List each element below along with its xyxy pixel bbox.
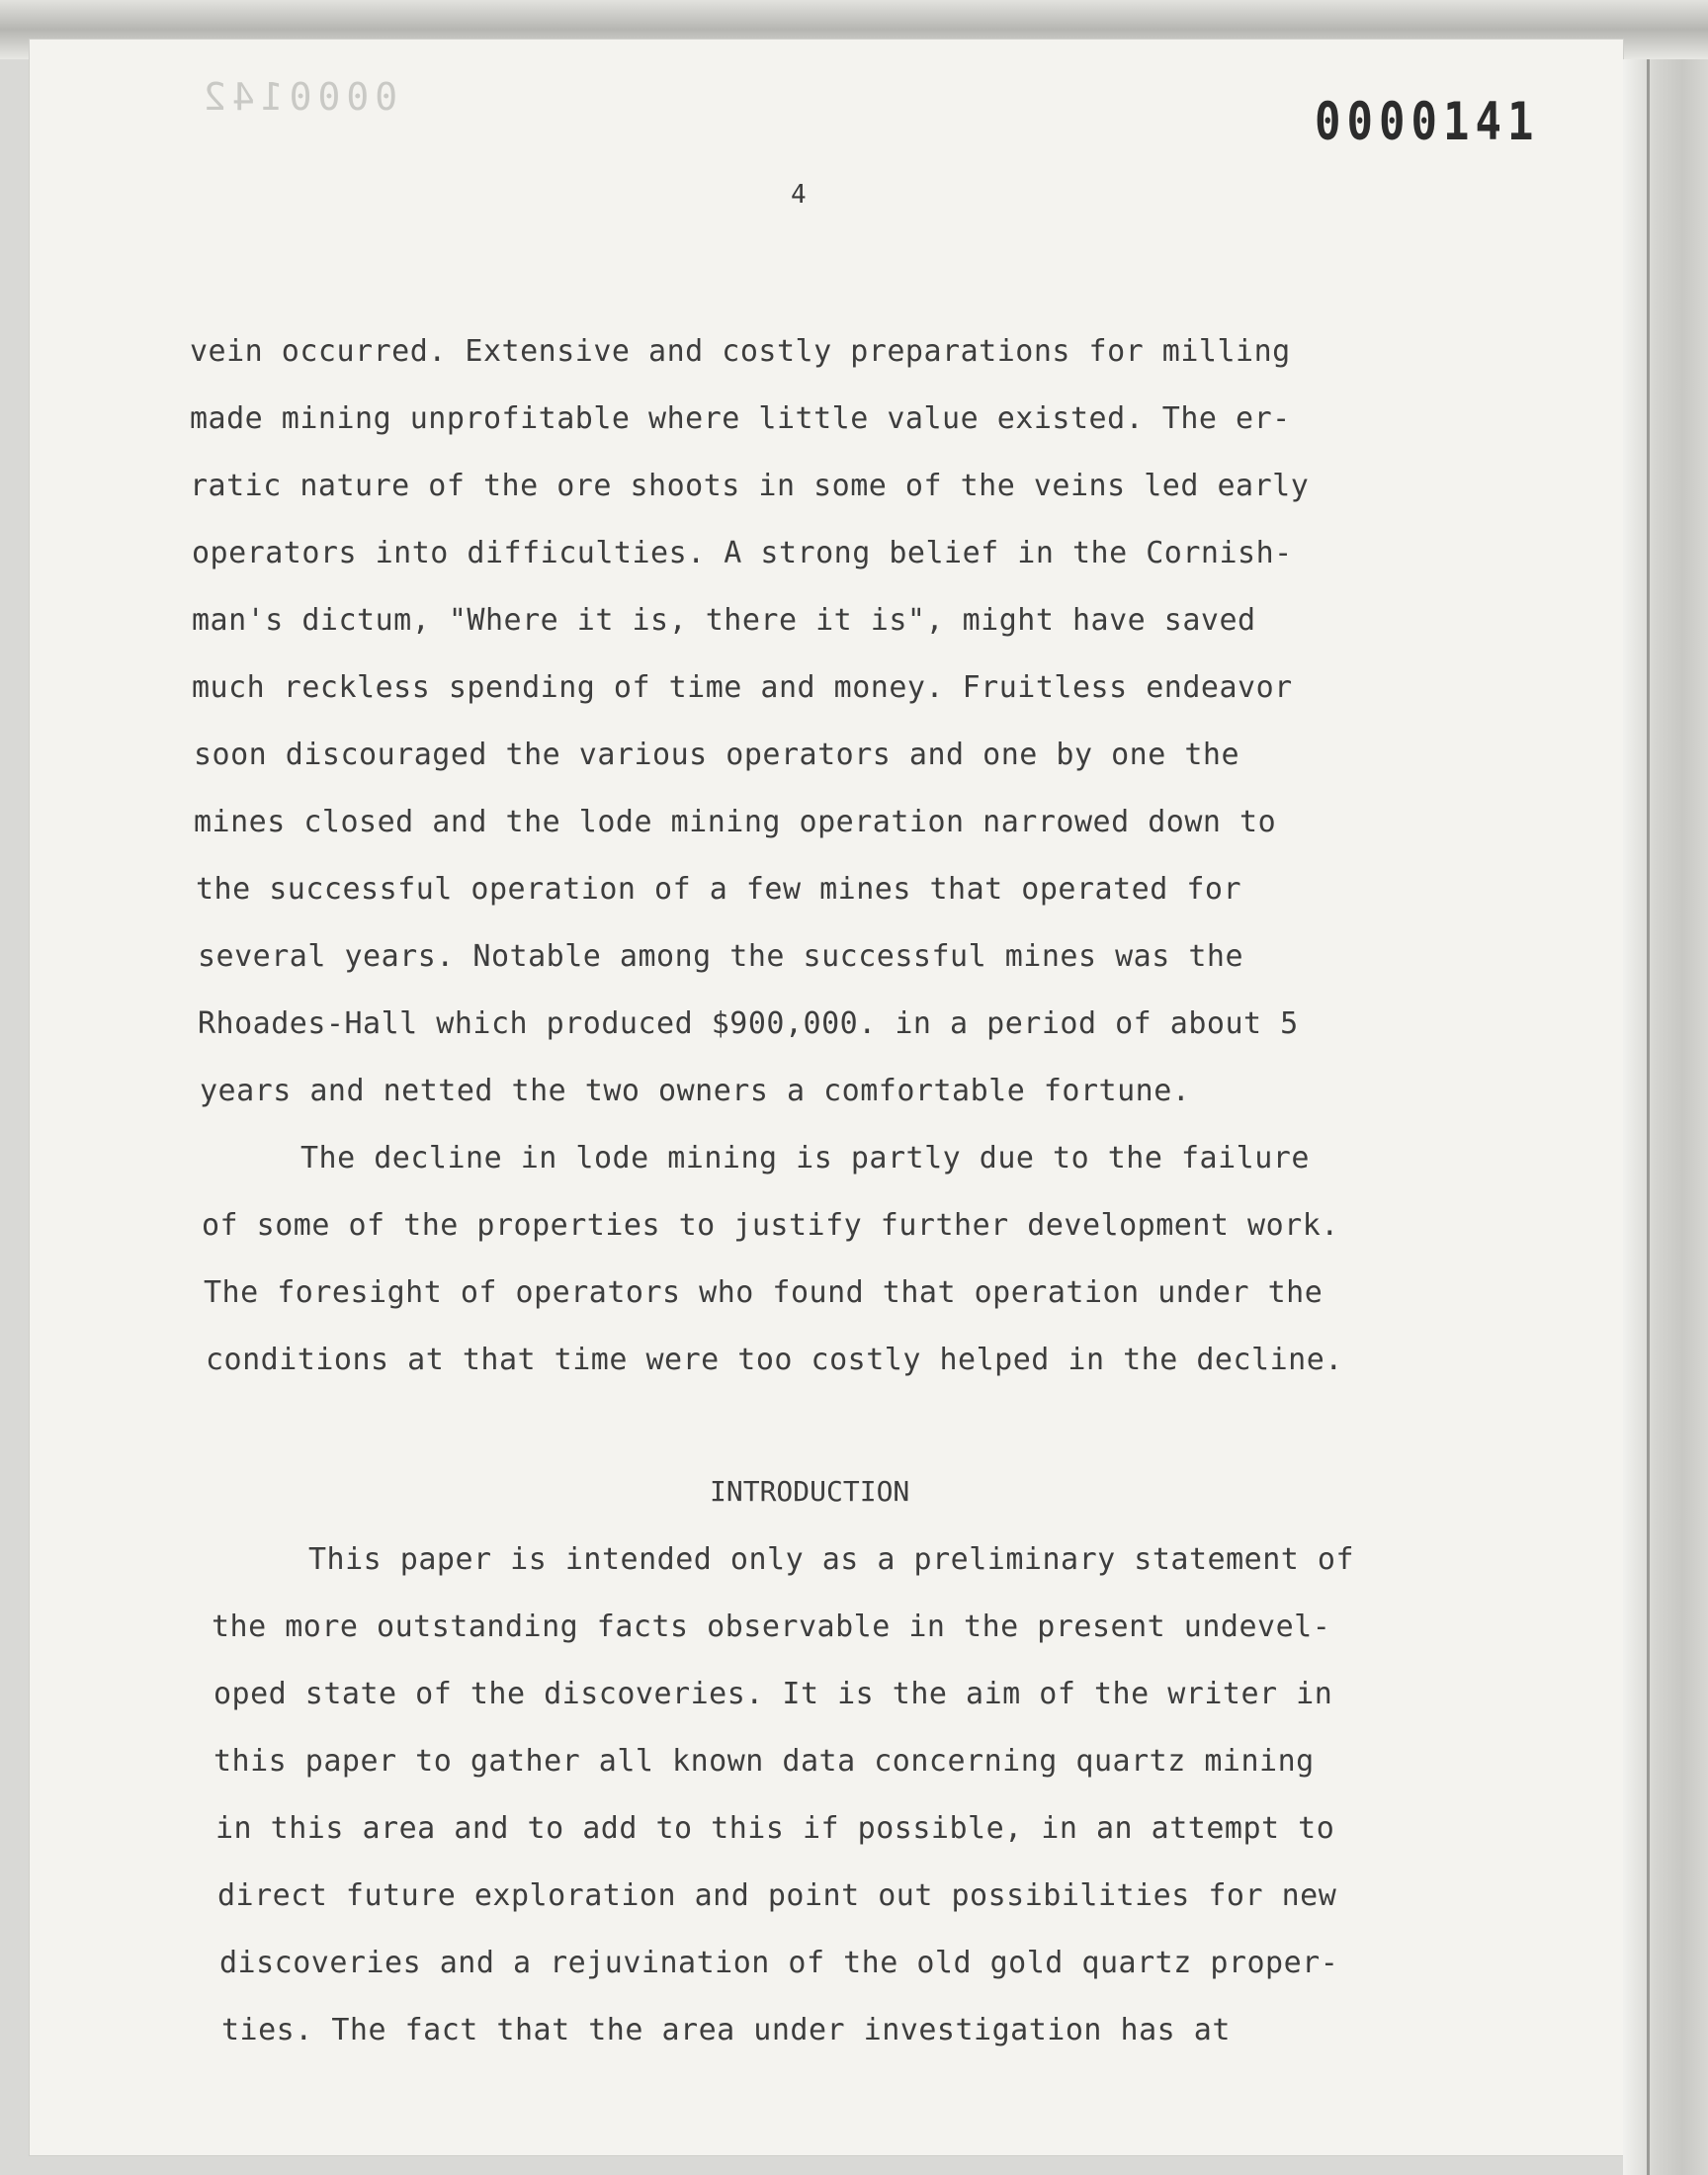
- text-line: operators into difficulties. A strong belief in the Cornish-: [192, 536, 1293, 570]
- text-line: several years. Notable among the successful mines was the: [198, 939, 1244, 974]
- text-line: the successful operation of a few mines that operated for: [196, 872, 1242, 907]
- text-line: of some of the properties to justify further development work.: [202, 1208, 1339, 1243]
- text-line: direct future exploration and point out possibilities for new: [217, 1878, 1337, 1913]
- text-line: years and netted the two owners a comfortable fortune.: [200, 1074, 1191, 1108]
- section-heading: INTRODUCTION: [710, 1475, 910, 1508]
- text-line: soon discouraged the various operators and one by one the: [194, 738, 1240, 772]
- text-line: the more outstanding facts observable in the present undevel-: [212, 1610, 1331, 1644]
- text-line: Rhoades-Hall which produced $900,000. in a period of about 5: [198, 1006, 1299, 1041]
- text-line: man's dictum, "Where it is, there it is", might have saved: [192, 603, 1256, 638]
- text-line: ratic nature of the ore shoots in some of the veins led early: [190, 469, 1310, 503]
- text-line: oped state of the discoveries. It is the aim of the writer in: [214, 1677, 1333, 1711]
- ghost-page-number: 0000142: [198, 75, 398, 119]
- text-line: this paper to gather all known data concerning quartz mining: [214, 1744, 1315, 1779]
- text-line: The foresight of operators who found that operation under the: [204, 1275, 1324, 1310]
- text-line: mines closed and the lode mining operation narrowed down to: [194, 805, 1277, 839]
- text-line: discoveries and a rejuvination of the old gold quartz proper-: [219, 1946, 1339, 1980]
- document-number: 0000141: [1315, 91, 1540, 153]
- text-line: conditions at that time were too costly helped in the decline.: [206, 1343, 1343, 1377]
- text-line: much reckless spending of time and money. Fruitless endeavor: [192, 670, 1293, 705]
- text-line: in this area and to add to this if possible, in an attempt to: [215, 1811, 1335, 1846]
- scan-right-edge: [1623, 59, 1708, 2175]
- text-line: vein occurred. Extensive and costly preparations for milling: [190, 334, 1291, 369]
- page-number: 4: [791, 180, 807, 210]
- text-line: ties. The fact that the area under investigation has at: [221, 2013, 1231, 2047]
- text-line: The decline in lode mining is partly due to the failure: [300, 1141, 1310, 1175]
- text-line: This paper is intended only as a preliminary statement of: [308, 1542, 1355, 1577]
- text-line: made mining unprofitable where little value existed. The er-: [190, 401, 1291, 436]
